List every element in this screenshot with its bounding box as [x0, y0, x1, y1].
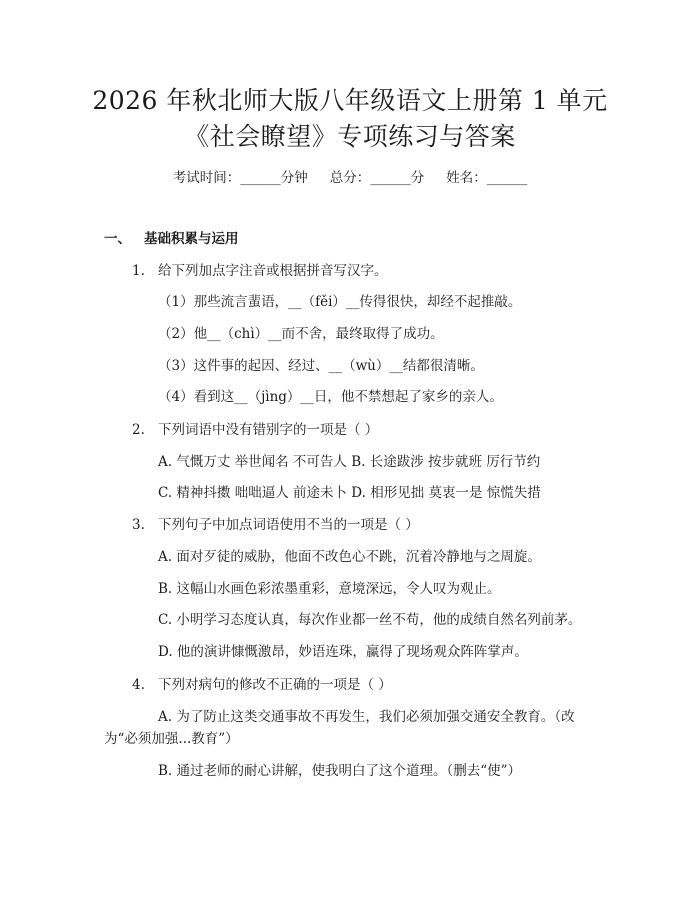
question-stem: 下列词语中没有错别字的一项是（ ）: [158, 422, 379, 438]
document-title-line1: 2026 年秋北师大版八年级语文上册第 1 单元: [92, 86, 608, 115]
document-title-line2: 《社会瞭望》专项练习与答案: [184, 122, 516, 151]
q3-option-b: B. 这幅山水画色彩浓墨重彩，意境深远，令人叹为观止。: [158, 581, 501, 597]
q2-options-line-2: C. 精神抖擞 咄咄逼人 前途未卜 D. 相形见拙 莫衷一是 惊慌失措: [158, 485, 541, 501]
question-stem: 给下列加点字注音或根据拼音写汉字。: [158, 263, 388, 279]
question-number: 1.: [132, 263, 145, 279]
exam-name: 姓名：______: [446, 170, 528, 186]
q4-option-b: B. 通过老师的耐心讲解，使我明白了这个道理。（删去“使”）: [158, 763, 522, 779]
question-number: 2.: [132, 422, 145, 438]
q1-item-2: （2）他__（chì）__而不舍，最终取得了成功。: [158, 326, 444, 342]
q3-option-d: D. 他的演讲慷慨激昂，妙语连珠，赢得了现场观众阵阵掌声。: [158, 644, 528, 660]
section-heading: [104, 229, 239, 249]
question-2: [132, 420, 378, 440]
q2-options-line-1: A. 气慨万丈 举世闻名 不可告人 B. 长途跋涉 按步就班 厉行节约: [158, 454, 541, 470]
q4-option-a-line-2: 为“必须加强...教育”）: [104, 731, 239, 747]
exam-score: 总分：______分: [329, 170, 425, 186]
q3-option-c: C. 小明学习态度认真，每次作业都一丝不苟，他的成绩自然名列前茅。: [158, 612, 582, 628]
q4-option-a-line-1: A. 为了防止这类交通事故不再发生，我们必须加强交通安全教育。（改: [158, 709, 575, 725]
exam-time: 考试时间：______分钟: [172, 170, 308, 186]
question-stem: 下列句子中加点词语使用不当的一项是（ ）: [158, 517, 419, 533]
section-number: 一、: [104, 231, 131, 247]
section-title: 基础积累与运用: [144, 231, 239, 247]
question-stem: 下列对病句的修改不正确的一项是（ ）: [158, 677, 392, 693]
q1-item-1: （1）那些流言蜚语，__（fěi）__传得很快，却经不起推敲。: [158, 294, 522, 310]
question-3: [132, 515, 419, 535]
q1-item-3: （3）这件事的起因、经过、__（wù）__结都很清晰。: [158, 358, 484, 374]
q3-option-a: A. 面对歹徒的威胁，他面不改色心不跳，沉着冷静地与之周旋。: [158, 549, 541, 565]
q1-item-4: （4）看到这__（jìng）__日，他不禁想起了家乡的亲人。: [158, 389, 503, 405]
exam-info: [0, 168, 700, 188]
question-1: [132, 261, 388, 281]
question-number: 4.: [132, 677, 145, 693]
question-4: [132, 675, 392, 695]
question-number: 3.: [132, 517, 145, 533]
